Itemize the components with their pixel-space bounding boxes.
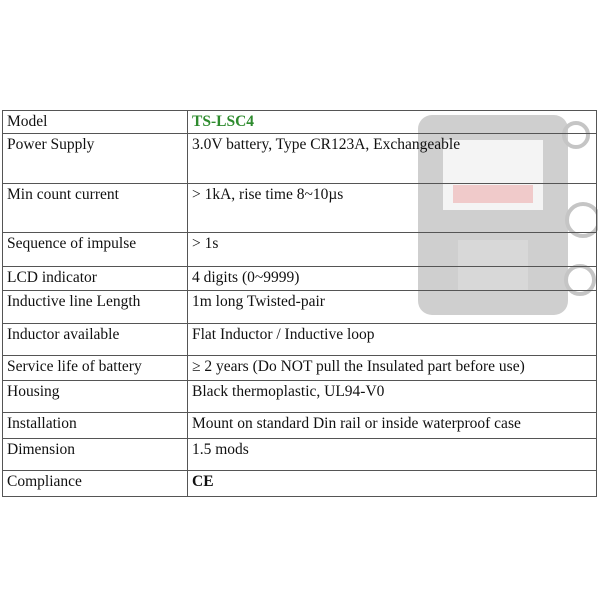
row-value: ≥ 2 years (Do NOT pull the Insulated part before use) <box>188 356 597 381</box>
row-label: Inductor available <box>3 324 188 356</box>
table-row <box>3 439 597 471</box>
compliance-value: CE <box>188 471 597 497</box>
table-row <box>3 267 597 291</box>
row-value: 1m long Twisted-pair <box>188 291 597 324</box>
row-value: Flat Inductor / Inductive loop <box>188 324 597 356</box>
table-row <box>3 134 597 184</box>
table-row <box>3 111 597 134</box>
row-label: Min count current <box>3 184 188 233</box>
table-row <box>3 413 597 439</box>
row-label: Compliance <box>3 471 188 497</box>
table-row <box>3 233 597 267</box>
row-value: 4 digits (0~9999) <box>188 267 597 291</box>
row-label: LCD indicator <box>3 267 188 291</box>
row-value: > 1s <box>188 233 597 267</box>
table-row <box>3 381 597 413</box>
row-label: Model <box>3 111 188 134</box>
row-value: 3.0V battery, Type CR123A, Exchangeable <box>188 134 597 184</box>
row-label: Inductive line Length <box>3 291 188 324</box>
row-label: Power Supply <box>3 134 188 184</box>
table-row <box>3 324 597 356</box>
row-label: Installation <box>3 413 188 439</box>
row-value: Mount on standard Din rail or inside waterproof case <box>188 413 597 439</box>
table-row <box>3 291 597 324</box>
table-row <box>3 184 597 233</box>
table-row <box>3 471 597 497</box>
row-value: Black thermoplastic, UL94-V0 <box>188 381 597 413</box>
row-value: 1.5 mods <box>188 439 597 471</box>
model-value: TS-LSC4 <box>188 111 597 134</box>
row-label: Service life of battery <box>3 356 188 381</box>
row-label: Dimension <box>3 439 188 471</box>
row-label: Sequence of impulse <box>3 233 188 267</box>
row-value: > 1kA, rise time 8~10µs <box>188 184 597 233</box>
row-label: Housing <box>3 381 188 413</box>
table-row <box>3 356 597 381</box>
spec-table <box>2 110 597 497</box>
